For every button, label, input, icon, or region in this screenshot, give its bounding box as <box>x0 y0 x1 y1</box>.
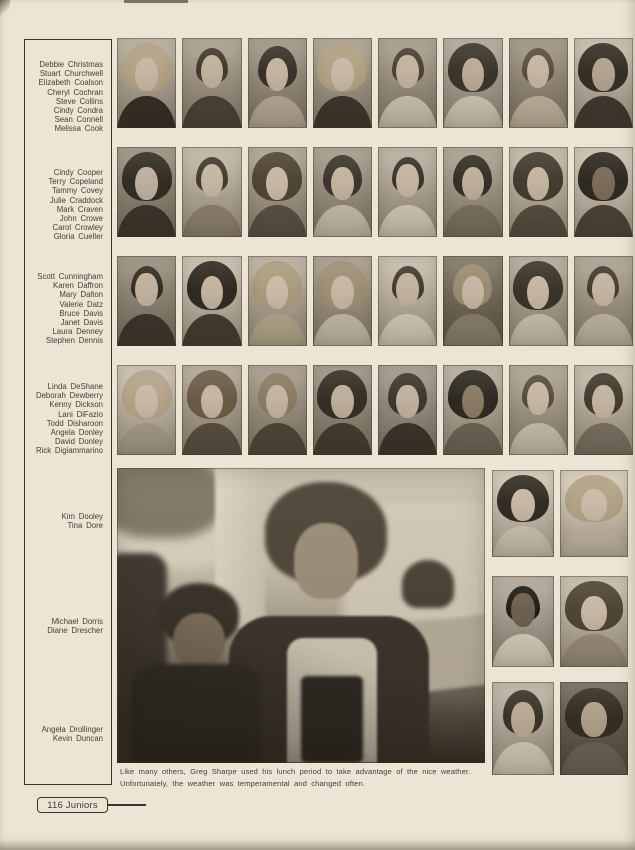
side-portrait-row-2 <box>492 576 628 667</box>
portrait-hair <box>578 43 628 92</box>
portrait-hair <box>565 581 622 630</box>
portrait-body <box>560 634 628 667</box>
student-portrait-photo <box>248 147 307 237</box>
portrait-hair <box>317 370 367 419</box>
pillar-shape <box>215 468 265 628</box>
portrait-face <box>266 385 289 418</box>
portrait-body <box>509 96 568 128</box>
scan-edge-artifact <box>124 0 188 3</box>
portrait-hair <box>503 690 544 734</box>
portrait-face <box>135 167 158 200</box>
student-portrait-photo <box>560 576 628 667</box>
portrait-face <box>135 58 158 91</box>
student-name: Lani DiFazio <box>58 409 103 419</box>
caption-line-1: Like many others, Greg Sharpe used his lunch period to take advantage of the nice weather. <box>120 767 471 776</box>
portrait-hair <box>448 370 498 419</box>
portrait-face <box>135 385 158 418</box>
portrait-hair <box>122 370 172 419</box>
student-portrait-photo <box>443 38 502 128</box>
portrait-body <box>574 96 633 128</box>
page-number-text: 116 Juniors <box>47 799 98 811</box>
name-list-row-6 <box>25 617 111 635</box>
portrait-face <box>201 164 224 197</box>
portrait-hair <box>578 152 628 201</box>
portrait-body <box>248 205 307 237</box>
portrait-hair <box>122 152 172 201</box>
student-name: David Donley <box>55 437 103 447</box>
portrait-hair <box>565 475 622 522</box>
student-name: Karen Daffron <box>53 281 103 291</box>
portrait-hair <box>497 475 549 522</box>
portrait-face <box>527 382 550 415</box>
portrait-body <box>248 423 307 455</box>
student-portrait-photo <box>117 256 176 346</box>
portrait-body <box>574 423 633 455</box>
photo-caption <box>120 766 512 789</box>
student-portrait-photo <box>248 38 307 128</box>
portrait-hair <box>323 155 362 197</box>
portrait-hair <box>513 152 563 201</box>
student-name: Linda DeShane <box>47 382 103 391</box>
portrait-face <box>331 58 354 91</box>
portrait-body <box>443 314 502 346</box>
student-name: Carol Crowley <box>52 223 103 233</box>
portrait-body <box>509 314 568 346</box>
student-portrait-photo <box>574 365 633 455</box>
student-portrait-photo <box>313 38 372 128</box>
portrait-body <box>443 423 502 455</box>
portrait-hair <box>252 152 302 201</box>
student-portrait-photo <box>248 365 307 455</box>
portrait-body <box>378 96 437 128</box>
portrait-body <box>492 634 554 667</box>
portrait-body <box>313 205 372 237</box>
student-portrait-photo <box>509 256 568 346</box>
portrait-hair <box>252 261 302 310</box>
portrait-body <box>313 96 372 128</box>
portrait-body <box>117 96 176 128</box>
student-portrait-photo <box>574 147 633 237</box>
portrait-face <box>527 276 550 309</box>
student-name: Kenny Dickson <box>49 400 103 410</box>
student-portrait-photo <box>182 365 241 455</box>
side-portrait-row-1 <box>492 470 628 557</box>
portrait-face <box>527 167 550 200</box>
student-name: Debbie Christmas <box>39 60 103 69</box>
student-portrait-photo <box>182 147 241 237</box>
student-portrait-photo <box>509 147 568 237</box>
student-name: Michael Dorris <box>51 617 103 626</box>
portrait-face <box>592 167 615 200</box>
student-name: Cheryl Cochran <box>47 87 103 97</box>
portrait-hair <box>131 266 163 301</box>
student-portrait-photo <box>574 38 633 128</box>
student-name: Laura Denney <box>52 327 103 337</box>
student-name: Tina Dore <box>67 521 103 531</box>
portrait-face <box>527 55 550 88</box>
student-name: John Crowe <box>59 214 103 224</box>
student-name: Tammy Covey <box>52 186 103 196</box>
left-edge-figure <box>117 553 167 763</box>
student-name: Terry Copeland <box>48 177 103 187</box>
student-name: Julie Craddock <box>49 195 103 205</box>
foreground-shadow <box>117 468 485 763</box>
portrait-hair <box>453 264 492 306</box>
portrait-body <box>182 423 241 455</box>
side-portrait-row-3 <box>492 682 628 775</box>
portrait-body <box>443 96 502 128</box>
portrait-body <box>248 96 307 128</box>
portrait-grid <box>117 38 633 455</box>
portrait-hair <box>258 46 297 88</box>
portrait-face <box>462 167 485 200</box>
portrait-face <box>462 385 485 418</box>
name-list-row-4 <box>25 382 111 456</box>
student-name: Elizabeth Coalson <box>38 78 103 88</box>
portrait-hair <box>196 157 228 192</box>
student-portrait-photo <box>443 365 502 455</box>
portrait-face <box>331 385 354 418</box>
name-list-row-7 <box>25 725 111 743</box>
portrait-hair <box>388 373 427 415</box>
boy-figure-body <box>131 664 261 763</box>
student-name: Bruce Davis <box>59 308 103 318</box>
name-list-row-5 <box>25 512 111 530</box>
scan-bottom-shadow <box>0 840 635 850</box>
bright-background-shape <box>117 468 247 568</box>
student-name: Sean Connell <box>54 115 103 125</box>
portrait-face <box>581 702 607 736</box>
portrait-body <box>509 205 568 237</box>
portrait-hair <box>187 370 237 419</box>
student-name: Kevin Duncan <box>52 734 103 744</box>
student-portrait-photo <box>313 365 372 455</box>
main-subject-face <box>294 523 358 599</box>
portrait-body <box>378 423 437 455</box>
portrait-face <box>201 276 224 309</box>
portrait-hair <box>513 261 563 310</box>
student-portrait-photo <box>313 256 372 346</box>
portrait-body <box>560 526 628 557</box>
student-portrait-photo <box>492 682 554 775</box>
student-name: Stephen Dennis <box>45 336 103 346</box>
portrait-face <box>592 273 615 306</box>
main-subject-body <box>229 616 429 763</box>
portrait-body <box>443 205 502 237</box>
portrait-hair <box>522 48 554 83</box>
portrait-hair <box>453 155 492 197</box>
portrait-face <box>462 58 485 91</box>
student-portrait-photo <box>443 147 502 237</box>
page-number-label <box>37 797 108 813</box>
portrait-face <box>331 276 354 309</box>
portrait-body <box>182 205 241 237</box>
student-name: Cindy Cooper <box>53 168 103 177</box>
portrait-face <box>511 702 535 736</box>
scan-corner-artifact <box>0 0 10 16</box>
portrait-hair <box>317 261 367 310</box>
student-name: Angela Drollinger <box>41 725 103 734</box>
portrait-body <box>117 314 176 346</box>
student-name: Gloria Cueller <box>53 232 103 242</box>
page-tab-connector-line <box>108 804 146 806</box>
student-portrait-photo <box>560 682 628 775</box>
portrait-body <box>574 205 633 237</box>
portrait-face <box>396 164 419 197</box>
name-list-row-3 <box>25 272 111 346</box>
portrait-body <box>313 314 372 346</box>
student-name: Stuart Churchwell <box>39 69 103 79</box>
portrait-face <box>511 489 535 521</box>
portrait-face <box>396 55 419 88</box>
portrait-hair <box>584 373 623 415</box>
name-list-row-1 <box>25 60 111 134</box>
portrait-body <box>182 314 241 346</box>
portrait-hair <box>565 688 622 738</box>
student-portrait-photo <box>182 38 241 128</box>
portrait-body <box>117 423 176 455</box>
portrait-body <box>509 423 568 455</box>
foliage-shape <box>117 468 223 538</box>
candid-photo <box>117 468 485 763</box>
portrait-body <box>492 742 554 775</box>
portrait-hair <box>392 266 424 301</box>
student-portrait-photo <box>313 147 372 237</box>
portrait-hair <box>258 373 297 415</box>
portrait-body <box>313 423 372 455</box>
portrait-hair <box>187 261 237 310</box>
student-name: Scott Cunningham <box>37 272 103 281</box>
names-column-box <box>24 39 112 785</box>
student-portrait-photo <box>574 256 633 346</box>
portrait-face <box>511 593 535 627</box>
student-portrait-photo <box>443 256 502 346</box>
portrait-face <box>201 385 224 418</box>
portrait-body <box>378 314 437 346</box>
portrait-hair <box>392 48 424 83</box>
student-portrait-photo <box>378 256 437 346</box>
student-name: Valerie Datz <box>59 299 103 309</box>
portrait-body <box>117 205 176 237</box>
portrait-face <box>266 276 289 309</box>
student-portrait-photo <box>182 256 241 346</box>
student-name: Cindy Condra <box>53 106 103 116</box>
portrait-body <box>182 96 241 128</box>
portrait-hair <box>522 375 554 410</box>
portrait-hair <box>392 157 424 192</box>
background-figure <box>402 560 454 608</box>
portrait-hair <box>448 43 498 92</box>
student-name: Janet Davis <box>60 318 103 328</box>
portrait-face <box>331 167 354 200</box>
portrait-hair <box>196 48 228 83</box>
student-name: Melissa Cook <box>54 124 103 134</box>
main-subject-tshirt <box>287 638 377 763</box>
portrait-face <box>201 55 224 88</box>
boy-figure-hair <box>159 583 239 645</box>
student-portrait-photo <box>378 38 437 128</box>
student-name: Mary Dalton <box>59 290 103 300</box>
student-portrait-photo <box>509 365 568 455</box>
student-portrait-photo <box>378 147 437 237</box>
portrait-hair <box>506 586 540 621</box>
portrait-body <box>248 314 307 346</box>
student-portrait-photo <box>248 256 307 346</box>
student-portrait-photo <box>117 147 176 237</box>
student-name: Diane Drescher <box>47 626 103 636</box>
student-portrait-photo <box>117 38 176 128</box>
portrait-body <box>574 314 633 346</box>
portrait-face <box>581 596 607 630</box>
wall-shape <box>342 503 485 623</box>
portrait-face <box>396 385 419 418</box>
boy-figure-face <box>173 613 225 669</box>
portrait-face <box>581 489 607 521</box>
student-name: Kim Dooley <box>61 512 103 521</box>
student-portrait-photo <box>117 365 176 455</box>
name-list-row-2 <box>25 168 111 242</box>
portrait-body <box>378 205 437 237</box>
student-portrait-photo <box>378 365 437 455</box>
student-portrait-photo <box>509 38 568 128</box>
portrait-face <box>266 167 289 200</box>
student-portrait-photo <box>560 470 628 557</box>
tshirt-graphic <box>301 676 363 763</box>
student-name: Steve Collins <box>55 96 103 106</box>
student-portrait-photo <box>492 470 554 557</box>
portrait-face <box>266 58 289 91</box>
portrait-hair <box>122 43 172 92</box>
student-name: Deborah Dewberry <box>35 391 103 401</box>
student-name: Todd Disharoon <box>46 418 103 428</box>
ledge-shape <box>328 613 485 703</box>
portrait-hair <box>587 266 619 301</box>
main-subject-hair <box>265 482 387 582</box>
portrait-body <box>492 526 554 557</box>
student-name: Mark Craven <box>56 204 103 214</box>
portrait-face <box>135 273 158 306</box>
portrait-face <box>592 385 615 418</box>
portrait-face <box>462 276 485 309</box>
student-name: Angela Donley <box>50 428 103 438</box>
portrait-face <box>396 273 419 306</box>
student-name: Rick Digiammarino <box>35 446 103 456</box>
student-portrait-photo <box>492 576 554 667</box>
caption-line-2: Unfortunately, the weather was temperamental and changed often. <box>120 778 366 788</box>
portrait-body <box>560 742 628 775</box>
portrait-hair <box>317 43 367 92</box>
portrait-face <box>592 58 615 91</box>
